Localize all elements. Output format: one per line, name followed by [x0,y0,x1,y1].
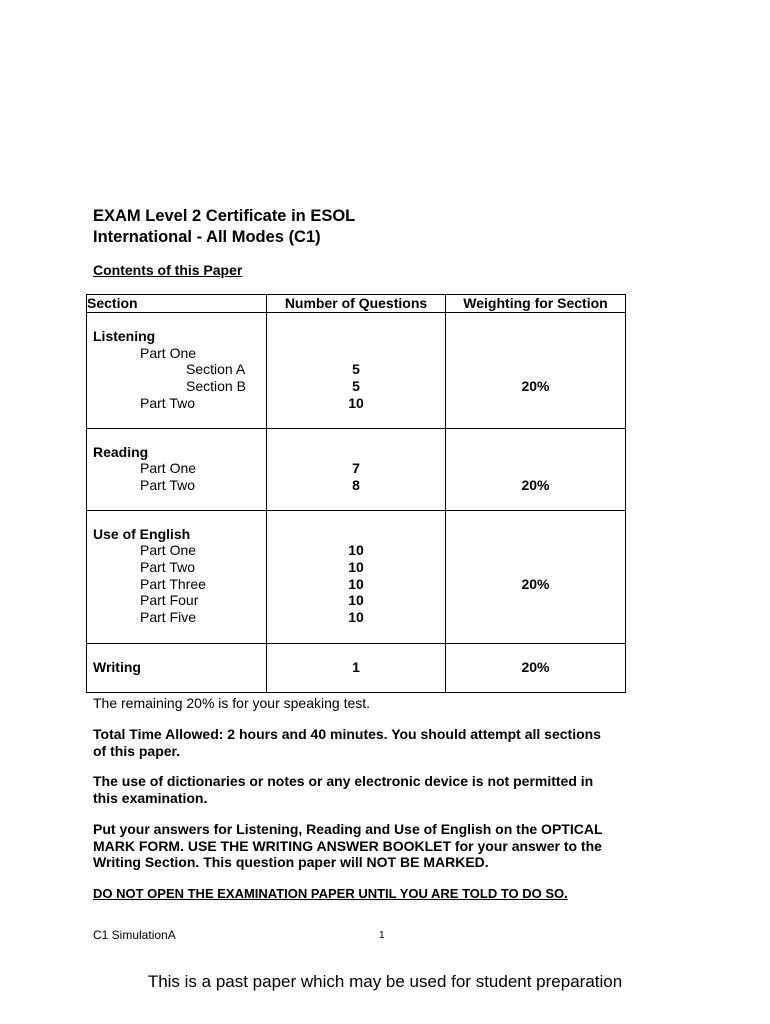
uoe-part-two: Part Two [140,559,195,575]
listening-section-cell [87,313,267,429]
writing-weight: 20% [521,659,550,675]
listening-q-section-b: 5 [352,378,360,394]
uoe-part-three: Part Three [140,576,206,592]
listening-section-a: Section A [186,361,246,377]
past-paper-note: This is a past paper which may be used for student preparation [147,972,623,991]
listening-section-b: Section B [186,378,246,394]
use-of-english-weight: 20% [521,576,550,592]
uoe-q-part-four: 10 [348,592,364,608]
uoe-q-part-three: 10 [348,576,364,592]
listening-part-one: Part One [140,345,197,361]
uoe-q-part-five: 10 [348,609,364,625]
use-of-english-weight-cell [446,511,626,644]
answer-instructions-line-3: Writing Section. This question paper will NOT BE MARKED. [93,854,489,870]
writing-section-cell [87,644,267,693]
time-allowed-note [93,726,673,759]
header-weighting: Weighting for Section [446,295,626,313]
listening-part-two: Part Two [140,395,195,411]
use-of-english-label: Use of English [93,526,191,542]
table-header-row [87,295,626,313]
paper-title-line-1: EXAM Level 2 Certificate in ESOL [93,207,356,225]
reading-questions-cell [267,429,446,511]
do-not-open-warning: DO NOT OPEN THE EXAMINATION PAPER UNTIL YOU ARE TOLD TO DO SO. [93,886,568,901]
writing-label: Writing [93,659,141,675]
answer-instructions-line-1: Put your answers for Listening, Reading and Use of English on the OPTICAL [93,821,603,837]
listening-q-part-two: 10 [348,395,364,411]
contents-table [86,294,626,693]
table-row-writing [87,644,626,693]
reading-section-cell [87,429,267,511]
uoe-part-five: Part Five [140,609,197,625]
reading-weight: 20% [521,477,550,493]
reading-q-part-two: 8 [352,477,360,493]
listening-questions-cell [267,313,446,429]
time-allowed-line-1: Total Time Allowed: 2 hours and 40 minutes. You should attempt all sections [93,726,601,742]
writing-questions: 1 [352,659,360,675]
reading-label: Reading [93,444,149,460]
listening-weight: 20% [521,378,550,394]
table-row-listening [87,313,626,429]
use-of-english-section-cell [87,511,267,644]
answer-instructions [93,821,673,871]
header-section: Section [87,295,267,313]
reading-part-one: Part One [140,460,197,476]
uoe-part-four: Part Four [140,592,199,608]
writing-weight-cell [446,644,626,693]
uoe-part-one: Part One [140,542,197,558]
header-number-of-questions: Number of Questions [267,295,446,313]
listening-q-section-a: 5 [352,361,360,377]
reading-part-two: Part Two [140,477,195,493]
dictionary-rule-line-1: The use of dictionaries or notes or any electronic device is not permitted in [93,773,594,789]
listening-label: Listening [93,328,156,344]
paper-title-line-2: International - All Modes (C1) [93,228,321,246]
uoe-q-part-one: 10 [348,542,364,558]
time-allowed-line-2: of this paper. [93,742,181,759]
table-row-reading [87,429,626,511]
answer-instructions-line-2: MARK FORM. USE THE WRITING ANSWER BOOKLET for your answer to the [93,837,602,854]
table-row-use-of-english [87,511,626,644]
reading-weight-cell [446,429,626,511]
contents-heading: Contents of this Paper [93,262,243,278]
footer-code: C1 SimulationA [93,928,176,942]
paper-title [93,206,355,248]
page-number: 1 [379,930,385,941]
uoe-q-part-two: 10 [348,559,364,575]
speaking-note: The remaining 20% is for your speaking test. [93,695,371,711]
writing-questions-cell [267,644,446,693]
dictionary-rule-line-2: this examination. [93,789,208,806]
reading-q-part-one: 7 [352,460,360,476]
use-of-english-questions-cell [267,511,446,644]
dictionary-rule [93,773,673,806]
listening-weight-cell [446,313,626,429]
